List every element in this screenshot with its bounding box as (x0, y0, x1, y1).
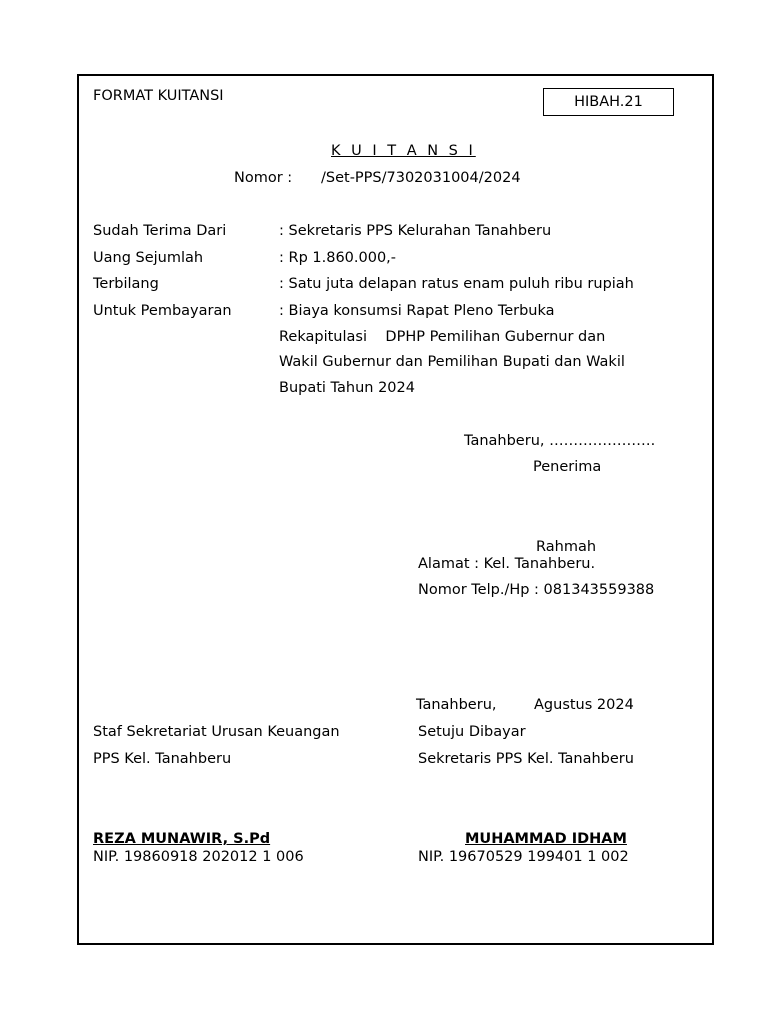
field-label-amount: Uang Sejumlah (93, 250, 204, 266)
right-signer-name: MUHAMMAD IDHAM (465, 831, 627, 847)
receiver-role: Penerima (533, 459, 602, 475)
field-value-received-from: : Sekretaris PPS Kelurahan Tanahberu (279, 223, 552, 239)
payment-line-4: Bupati Tahun 2024 (279, 380, 415, 396)
left-signer-name: REZA MUNAWIR, S.Pd (93, 831, 271, 847)
form-code-box: HIBAH.21 (543, 88, 674, 116)
left-signer-nip: NIP. 19860918 202012 1 006 (93, 849, 304, 865)
right-signer-title-2: Sekretaris PPS Kel. Tanahberu (418, 751, 634, 767)
field-value-amount: : Rp 1.860.000,- (279, 250, 397, 266)
format-label: FORMAT KUITANSI (93, 88, 224, 104)
nomor-label: Nomor : (234, 170, 293, 186)
receiver-address: Alamat : Kel. Tanahberu. (418, 556, 596, 572)
nomor-value: /Set-PPS/7302031004/2024 (321, 170, 521, 186)
receiver-name: Rahmah (536, 539, 597, 555)
left-signer-title-1: Staf Sekretariat Urusan Keuangan (93, 724, 340, 740)
receiver-place-date: Tanahberu, …………………. (464, 433, 656, 449)
right-signer-nip: NIP. 19670529 199401 1 002 (418, 849, 629, 865)
approval-place: Tanahberu, (416, 697, 497, 713)
receipt-frame (77, 74, 714, 945)
field-label-in-words: Terbilang (93, 276, 159, 292)
field-value-payment-for: : Biaya konsumsi Rapat Pleno Terbuka (279, 303, 555, 319)
left-signer-title-2: PPS Kel. Tanahberu (93, 751, 232, 767)
payment-line-3: Wakil Gubernur dan Pemilihan Bupati dan Wakil (279, 354, 625, 370)
field-value-in-words: : Satu juta delapan ratus enam puluh ribu rupiah (279, 276, 634, 292)
document-title: K U I T A N S I (331, 143, 476, 159)
field-label-payment-for: Untuk Pembayaran (93, 303, 232, 319)
right-signer-title-1: Setuju Dibayar (418, 724, 526, 740)
payment-line-2: Rekapitulasi DPHP Pemilihan Gubernur dan (279, 329, 606, 345)
approval-date: Agustus 2024 (534, 697, 634, 713)
receiver-phone: Nomor Telp./Hp : 081343559388 (418, 582, 655, 598)
field-label-received-from: Sudah Terima Dari (93, 223, 227, 239)
